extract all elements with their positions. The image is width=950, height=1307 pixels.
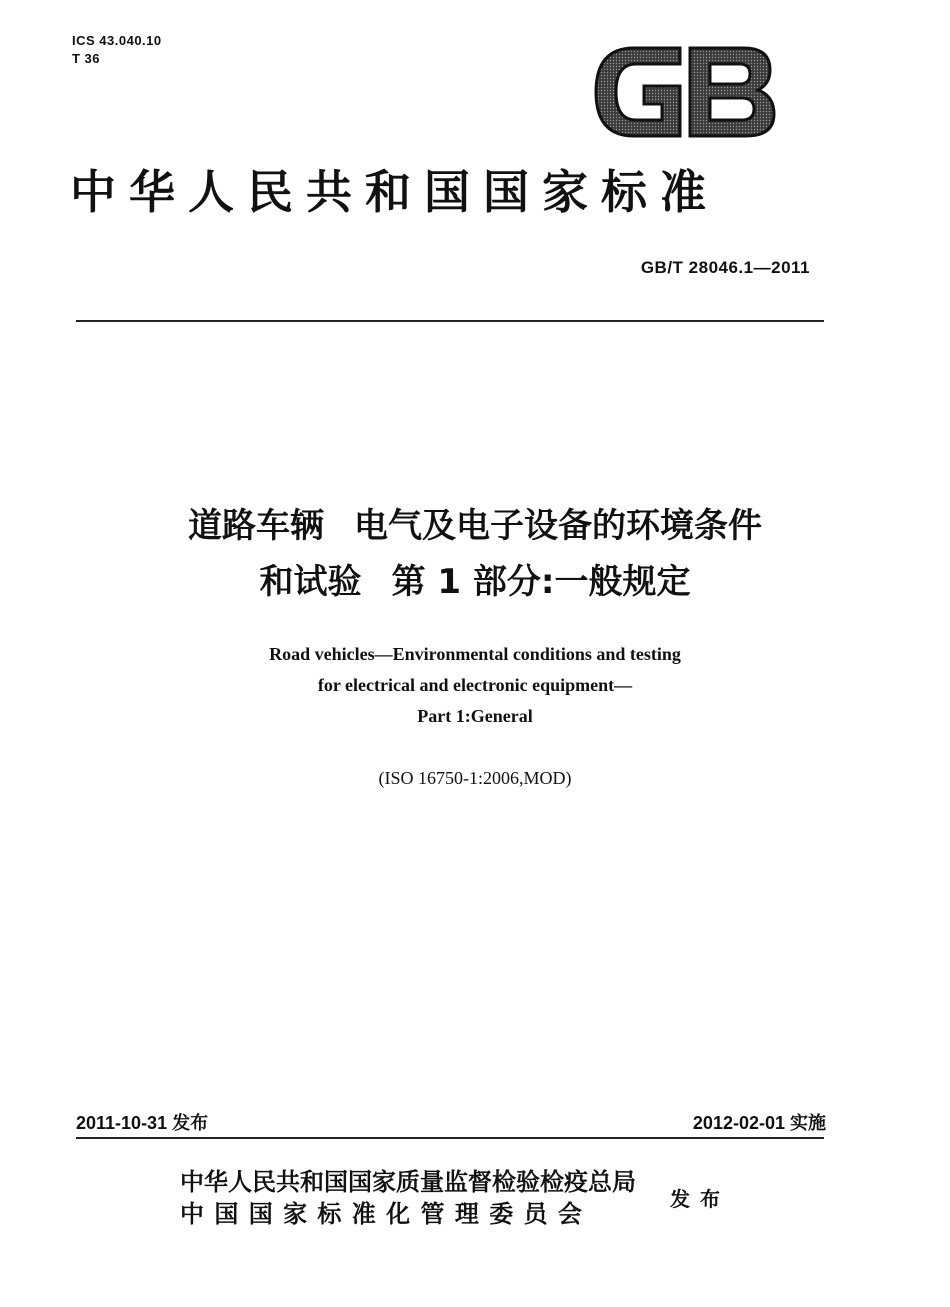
ics-classification [72, 32, 162, 68]
title-cn-line1-part-b: 电气及电子设备的环境条件 [354, 506, 762, 546]
issuer-aqsiq: 中华人民共和国国家质量监督检验检疫总局 [180, 1167, 636, 1196]
header-divider [76, 320, 824, 322]
title-cn-line2-part-b: 第 1 部分:一般规定 [391, 562, 691, 602]
gb-logo [594, 44, 776, 140]
standard-number: GB/T 28046.1—2011 [640, 258, 810, 277]
title-cn-line2-part-a: 和试验 [259, 562, 362, 602]
title-en-line1: Road vehicles—Environmental conditions and testing [269, 644, 681, 664]
footer-divider [76, 1137, 824, 1139]
title-cn-line1-part-a: 道路车辆 [188, 506, 324, 546]
gb-logo-b-shape [690, 48, 774, 136]
title-en-line3: Part 1:General [417, 706, 533, 726]
national-standard-title: 中华人民共和国国家标准 [70, 165, 719, 219]
issuer-sac: 中 国 国 家 标 准 化 管 理 委 员 会 [180, 1199, 583, 1228]
release-date: 2011-10-31 发布 [76, 1113, 209, 1133]
issue-label: 发布 [670, 1187, 730, 1211]
classification-code: T 36 [72, 51, 101, 66]
title-cn-line2 [70, 558, 880, 606]
gb-logo-g-shape [596, 48, 680, 136]
title-cn-line1 [70, 502, 880, 550]
implementation-date: 2012-02-01 实施 [692, 1113, 826, 1133]
ics-code: ICS 43.040.10 [72, 33, 162, 48]
iso-reference: (ISO 16750-1:2006,MOD) [378, 768, 572, 788]
title-en-line2: for electrical and electronic equipment— [317, 675, 633, 695]
